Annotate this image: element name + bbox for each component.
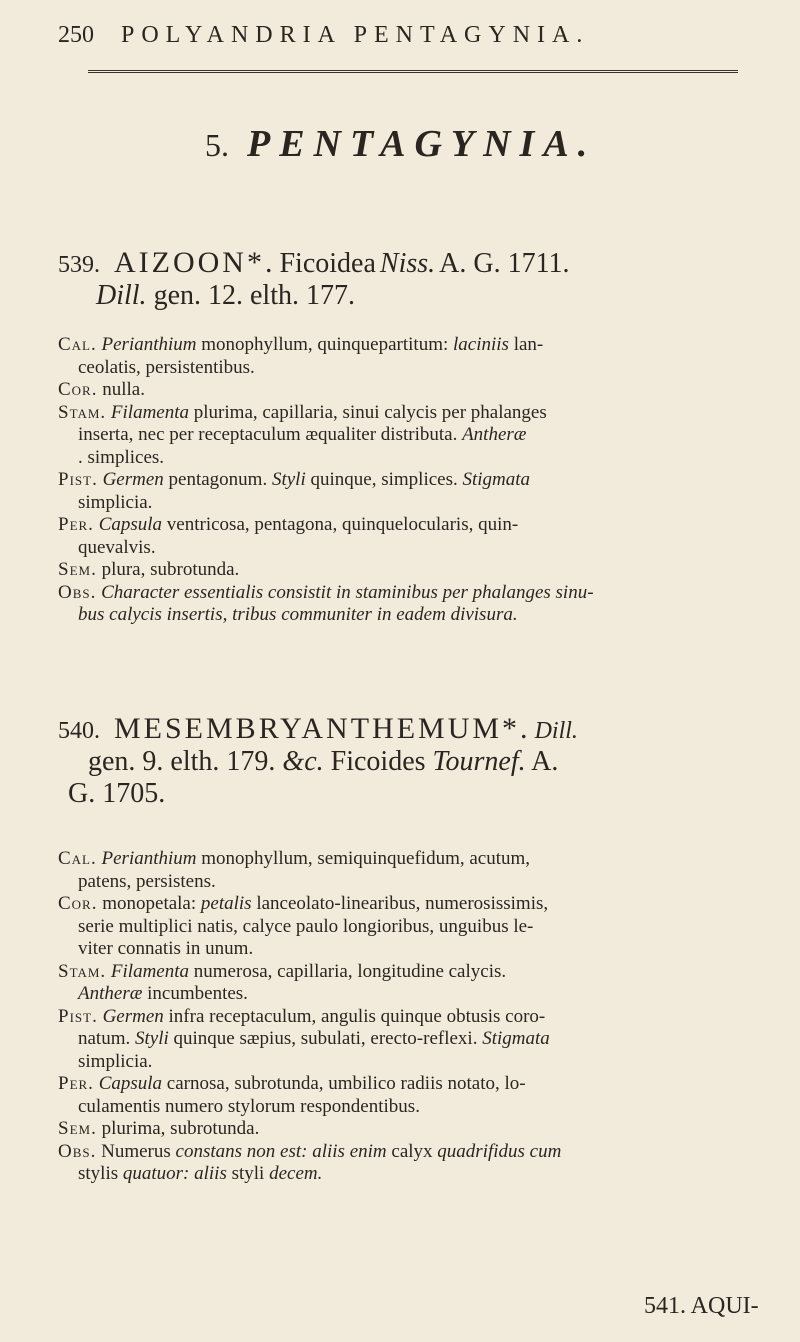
genus-name: AIZOON*. [114,246,276,279]
term: Capsula [98,1073,163,1094]
term: Capsula [98,514,163,535]
entry-text: natum. [78,1028,131,1049]
reference-text: G. 1705. [68,778,166,809]
running-title: POLYANDRIA PENTAGYNIA. [121,22,590,48]
entry-calyx [58,848,770,893]
entry-label: Cal. [58,334,97,355]
reference-text: gen. 12. elth. 177. [153,280,355,311]
term: Germen [102,469,164,490]
genus-539-description [58,334,770,627]
entry-text: quevalvis. [78,536,156,558]
entry-text: viter connatis in unum. [78,938,254,959]
entry-label: Stam. [58,401,107,423]
entry-text: patens, persistens. [78,870,216,892]
entry-text: nulla. [102,379,145,400]
entry-semina [58,559,770,582]
entry-pistillum [58,469,770,514]
entry-text: ceolatis, persistentibus. [78,356,255,378]
entry-text: culamentis numero stylorum respondentibus. [78,1095,420,1117]
term: Perianthium [101,334,197,355]
entry-label: Per. [58,1073,94,1094]
section-number: 5. [205,127,229,163]
entry-text: carnosa, subrotunda, umbilico radiis notato, lo- [166,1073,526,1094]
section-heading [205,122,596,166]
entry-observatio [58,1141,770,1186]
entry-text: . simplices. [78,446,165,468]
entry-label: Pist. [58,469,98,490]
entry-label: Obs. [58,1140,97,1162]
reference-text: Ficoides [330,746,426,777]
reference-text: Ficoidea [279,248,376,279]
genus-539-heading [58,246,778,312]
reference-text: A. [531,746,559,777]
entry-text: simplicia. [78,491,153,513]
entry-label: Stam. [58,960,107,982]
entry-text: bus calycis insertis, tribus communiter in eadem divisura. [78,604,518,625]
entry-text: lanceolato-linearibus, numerosissimis, [256,893,549,914]
term: Filamenta [110,401,190,423]
entry-text: monophyllum, semiquinquefidum, acutum, [201,848,531,869]
catchword: 541. AQUI- [644,1293,759,1319]
term: Germen [102,1005,164,1027]
genus-number: 539. [58,252,100,278]
reference-text: &c. [282,746,324,777]
entry-semina [58,1118,770,1141]
entry-label: Sem. [58,559,97,580]
entry-text: quadrifidus cum [437,1140,562,1162]
entry-text: numerosa, capillaria, longitudine calycis. [193,960,507,982]
term: Perianthium [101,848,197,869]
entry-text: quinque, simplices. [310,469,458,490]
entry-text: incumbentes. [147,983,248,1004]
entry-text: infra receptaculum, angulis quinque obtusis coro- [168,1005,546,1027]
entry-text: Numerus [101,1140,171,1162]
entry-text: stylis [78,1163,119,1184]
reference-text: A. G. 1711. [439,248,570,279]
term: laciniis [453,334,509,355]
entry-text: plura, subrotunda. [101,559,240,580]
entry-text: styli [231,1163,265,1184]
header-rule [88,70,738,73]
entry-pistillum [58,1006,770,1074]
entry-text: simplicia. [78,1050,153,1072]
entry-text: pentagonum. [168,469,268,490]
entry-text: inserta, nec per receptaculum æqualiter distributa. [78,424,458,445]
reference-author: Dill. [96,280,147,311]
entry-text: constans non est: aliis enim [175,1140,387,1162]
entry-text: lan- [513,334,544,355]
reference-author: Niss. [379,248,436,279]
term: petalis [200,893,252,914]
entry-text: decem. [269,1163,323,1184]
entry-text: monophyllum, quinquepartitum: [201,334,449,355]
entry-text: monopetala: [102,893,197,914]
term: Styli [135,1028,169,1049]
entry-text: Character essentialis consistit in staminibus per phalanges sinu- [101,581,594,603]
entry-label: Pist. [58,1005,98,1027]
term: Stigmata [462,469,531,490]
entry-text: plurima, capillaria, sinui calycis per phalanges [193,401,547,423]
genus-name: MESEMBRYANTHEMUM*. [114,712,531,745]
term: Antheræ [462,424,527,445]
reference-author: Dill. [534,718,578,744]
entry-text: ventricosa, pentagona, quinquelocularis, quin- [166,514,519,535]
entry-pericarpium [58,1073,770,1118]
term: Styli [271,469,306,490]
term: Antheræ [78,983,143,1004]
entry-text: serie multiplici natis, calyce paulo longioribus, unguibus le- [78,915,534,937]
genus-number: 540. [58,718,100,744]
page-number: 250 [58,22,94,48]
reference-author: Tournef. [432,746,526,777]
entry-label: Cor. [58,379,98,400]
entry-pericarpium [58,514,770,559]
term: Stigmata [482,1028,550,1049]
entry-text: calyx [391,1140,433,1162]
entry-stamina [58,961,770,1006]
running-head [58,22,738,49]
entry-label: Sem. [58,1118,97,1139]
entry-label: Obs. [58,581,97,603]
entry-stamina [58,402,770,470]
entry-label: Per. [58,514,94,535]
entry-text: quatuor: aliis [122,1163,227,1184]
entry-calyx [58,334,770,379]
reference-text: gen. 9. elth. 179. [88,746,276,777]
section-title: PENTAGYNIA. [247,123,597,165]
term: Filamenta [110,960,190,982]
genus-540-description [58,848,770,1186]
entry-corolla [58,893,770,961]
genus-540-heading [58,712,778,810]
entry-text: quinque sæpius, subulati, erecto-reflexi. [173,1028,478,1049]
entry-label: Cor. [58,893,98,914]
entry-observatio [58,582,770,627]
entry-label: Cal. [58,848,97,869]
entry-text: plurima, subrotunda. [101,1118,260,1139]
entry-corolla [58,379,770,402]
